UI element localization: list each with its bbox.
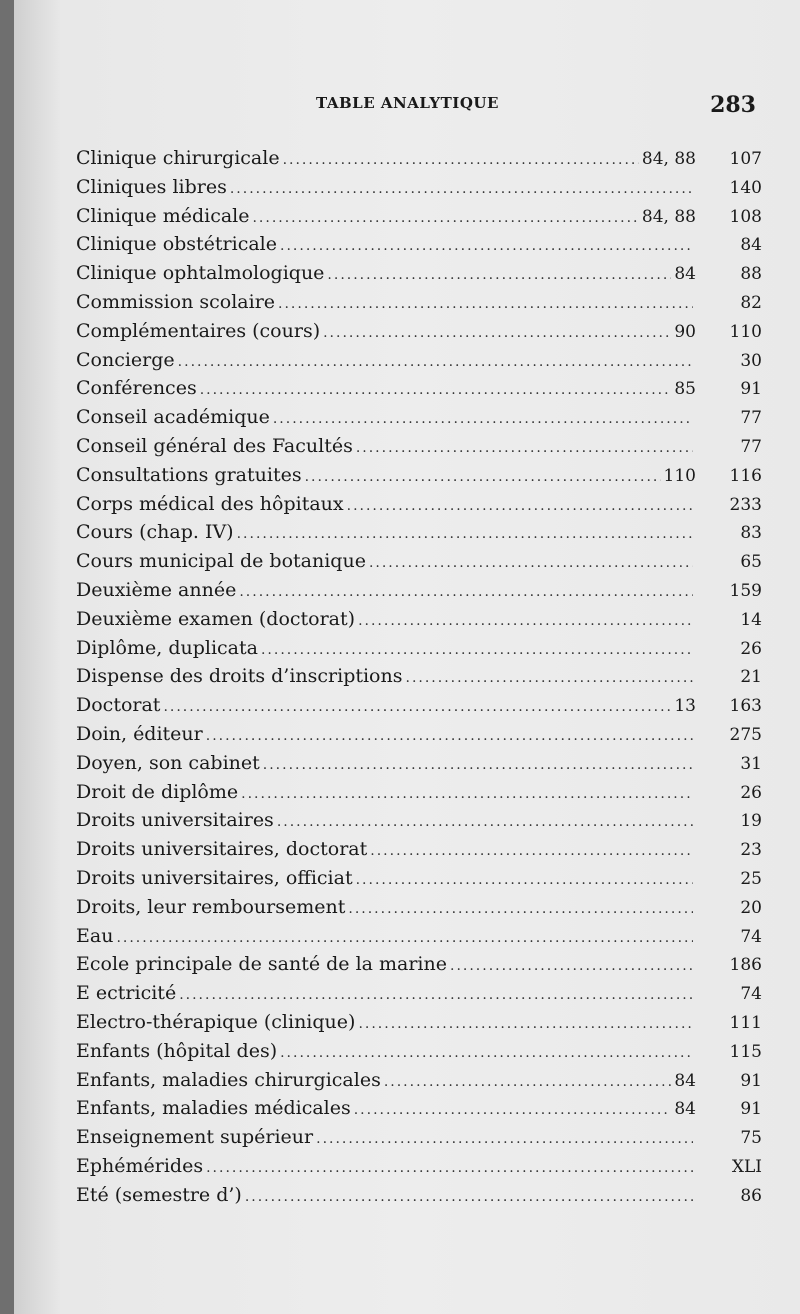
dot-leader bbox=[200, 376, 672, 405]
entry-page-number: 108 bbox=[729, 206, 762, 227]
dot-leader bbox=[278, 290, 693, 319]
entry-page-number: 140 bbox=[729, 177, 762, 198]
entry-label: Eté (semestre d’) bbox=[76, 1183, 242, 1206]
dot-leader bbox=[406, 664, 694, 693]
dot-leader bbox=[241, 780, 693, 809]
entry-page-number: 19 bbox=[740, 811, 762, 832]
entry-label: Droits, leur remboursement bbox=[76, 895, 346, 918]
dot-leader bbox=[239, 578, 693, 607]
entry-label: Deuxième examen (doctorat) bbox=[76, 607, 356, 630]
dot-leader bbox=[283, 146, 639, 175]
entry-label: Clinique médicale bbox=[76, 204, 250, 227]
entry-label: Eau bbox=[76, 924, 114, 947]
entry-label: Ephémérides bbox=[76, 1154, 204, 1177]
entry-page-number: 83 bbox=[740, 523, 762, 544]
entry-label: Cours municipal de botanique bbox=[76, 550, 366, 573]
index-entry bbox=[76, 1181, 762, 1210]
index-entry bbox=[76, 346, 762, 375]
entry-label: Electro-thérapique (clinique) bbox=[76, 1010, 356, 1033]
entry-page-number: 14 bbox=[740, 609, 762, 630]
entry-page-number: 159 bbox=[729, 580, 762, 601]
entry-label: Droits universitaires, doctorat bbox=[76, 838, 368, 861]
dot-leader bbox=[252, 204, 638, 233]
entry-label: Enseignement supérieur bbox=[76, 1126, 314, 1149]
entry-label: Doctorat bbox=[76, 694, 161, 717]
entry-label: E ectricité bbox=[76, 982, 177, 1005]
index-entry bbox=[76, 950, 762, 979]
index-entry bbox=[76, 720, 762, 749]
index-entry bbox=[76, 662, 762, 691]
dot-leader bbox=[237, 520, 693, 549]
index-entry bbox=[76, 922, 762, 951]
index-entry bbox=[76, 317, 762, 346]
dot-leader bbox=[280, 1039, 693, 1068]
running-title: TABLE ANALYTIQUE bbox=[316, 94, 499, 112]
dot-leader bbox=[206, 1154, 693, 1183]
entry-label: Corps médical des hôpitaux bbox=[76, 492, 344, 515]
entry-page-number: 91 bbox=[740, 1070, 762, 1091]
entry-secondary-refs: 84 bbox=[674, 264, 696, 285]
index-entry bbox=[76, 432, 762, 461]
entry-page-number: 163 bbox=[729, 696, 762, 717]
page-header bbox=[14, 92, 800, 122]
entry-label: Conférences bbox=[76, 377, 197, 400]
page-number: 283 bbox=[710, 92, 756, 118]
entry-label: Cliniques libres bbox=[76, 175, 227, 198]
index-entry bbox=[76, 490, 762, 519]
entry-label: Consultations gratuites bbox=[76, 463, 302, 486]
entry-page-number: 82 bbox=[740, 292, 762, 313]
dot-leader bbox=[163, 693, 671, 722]
index-entry bbox=[76, 1066, 762, 1095]
entry-label: Droits universitaires bbox=[76, 809, 274, 832]
entry-page-number: 77 bbox=[740, 436, 762, 457]
index-entry bbox=[76, 1123, 762, 1152]
index-entry bbox=[76, 374, 762, 403]
dot-leader bbox=[280, 232, 693, 261]
entry-page-number: XLI bbox=[731, 1156, 762, 1177]
entry-page-number: 26 bbox=[740, 782, 762, 803]
entry-label: Clinique ophtalmologique bbox=[76, 262, 325, 285]
index-entry bbox=[76, 230, 762, 259]
entry-page-number: 31 bbox=[740, 753, 762, 774]
dot-leader bbox=[348, 895, 693, 924]
dot-leader bbox=[347, 492, 693, 521]
entry-secondary-refs: 84 bbox=[674, 1070, 696, 1091]
dot-leader bbox=[116, 924, 693, 953]
entry-page-number: 110 bbox=[729, 321, 762, 342]
entry-page-number: 25 bbox=[740, 868, 762, 889]
index-entries bbox=[76, 144, 762, 1209]
entry-page-number: 20 bbox=[740, 897, 762, 918]
entry-page-number: 75 bbox=[740, 1128, 762, 1149]
entry-page-number: 86 bbox=[740, 1185, 762, 1206]
index-entry bbox=[76, 864, 762, 893]
dot-leader bbox=[384, 1068, 672, 1097]
entry-page-number: 91 bbox=[740, 1099, 762, 1120]
dot-leader bbox=[358, 607, 693, 636]
entry-secondary-refs: 90 bbox=[674, 321, 696, 342]
entry-secondary-refs: 13 bbox=[674, 696, 696, 717]
index-entry bbox=[76, 1094, 762, 1123]
entry-page-number: 88 bbox=[740, 264, 762, 285]
dot-leader bbox=[358, 1010, 693, 1039]
index-entry bbox=[76, 259, 762, 288]
dot-leader bbox=[230, 175, 693, 204]
dot-leader bbox=[277, 808, 693, 837]
index-entry bbox=[76, 1008, 762, 1037]
entry-page-number: 115 bbox=[729, 1041, 762, 1062]
dot-leader bbox=[178, 348, 693, 377]
index-entry bbox=[76, 547, 762, 576]
entry-secondary-refs: 110 bbox=[663, 465, 696, 486]
dot-leader bbox=[206, 722, 693, 751]
dot-leader bbox=[356, 866, 693, 895]
entry-label: Enfants, maladies médicales bbox=[76, 1097, 351, 1120]
entry-label: Commission scolaire bbox=[76, 290, 276, 313]
index-entry bbox=[76, 403, 762, 432]
entry-secondary-refs: 84 bbox=[674, 1099, 696, 1120]
index-entry bbox=[76, 173, 762, 202]
dot-leader bbox=[450, 952, 693, 981]
entry-page-number: 77 bbox=[740, 408, 762, 429]
entry-label: Conseil général des Facultés bbox=[76, 434, 353, 457]
dot-leader bbox=[245, 1183, 693, 1212]
entry-page-number: 233 bbox=[729, 494, 762, 515]
index-entry bbox=[76, 778, 762, 807]
entry-page-number: 30 bbox=[740, 350, 762, 371]
entry-page-number: 65 bbox=[740, 552, 762, 573]
index-entry bbox=[76, 634, 762, 663]
index-entry bbox=[76, 806, 762, 835]
entry-page-number: 275 bbox=[729, 724, 762, 745]
dot-leader bbox=[369, 549, 693, 578]
index-entry bbox=[76, 288, 762, 317]
entry-label: Clinique chirurgicale bbox=[76, 147, 280, 169]
index-entry bbox=[76, 835, 762, 864]
entry-page-number: 107 bbox=[729, 149, 762, 169]
entry-label: Clinique obstétricale bbox=[76, 233, 278, 256]
index-entry bbox=[76, 202, 762, 231]
entry-label: Conseil académique bbox=[76, 406, 270, 429]
dot-leader bbox=[354, 1096, 672, 1125]
entry-label: Doyen, son cabinet bbox=[76, 751, 260, 774]
entry-page-number: 84 bbox=[740, 235, 762, 256]
dot-leader bbox=[356, 434, 693, 463]
book-page bbox=[14, 0, 800, 1314]
entry-label: Doin, éditeur bbox=[76, 722, 203, 745]
dot-leader bbox=[263, 751, 693, 780]
dot-leader bbox=[323, 319, 671, 348]
entry-label: Deuxième année bbox=[76, 578, 237, 601]
index-entry bbox=[76, 893, 762, 922]
entry-label: Concierge bbox=[76, 348, 175, 371]
index-entry bbox=[76, 691, 762, 720]
entry-page-number: 74 bbox=[740, 926, 762, 947]
index-entry bbox=[76, 1037, 762, 1066]
entry-label: Dispense des droits d’inscriptions bbox=[76, 665, 403, 688]
entry-secondary-refs: 85 bbox=[674, 379, 696, 400]
index-entry bbox=[76, 461, 762, 490]
dot-leader bbox=[179, 981, 693, 1010]
entry-label: Enfants (hôpital des) bbox=[76, 1039, 278, 1062]
entry-label: Enfants, maladies chirurgicales bbox=[76, 1068, 381, 1091]
entry-label: Complémentaires (cours) bbox=[76, 319, 321, 342]
entry-label: Droits universitaires, officiat bbox=[76, 866, 353, 889]
entry-page-number: 111 bbox=[729, 1012, 762, 1033]
index-entry bbox=[76, 605, 762, 634]
entry-secondary-refs: 84, 88 bbox=[641, 206, 696, 227]
index-entry bbox=[76, 518, 762, 547]
entry-page-number: 26 bbox=[740, 638, 762, 659]
entry-label: Ecole principale de santé de la marine bbox=[76, 953, 447, 976]
dot-leader bbox=[370, 837, 693, 866]
index-entry bbox=[76, 979, 762, 1008]
index-entry bbox=[76, 144, 762, 173]
index-entry bbox=[76, 576, 762, 605]
entry-secondary-refs: 84, 88 bbox=[641, 149, 696, 169]
entry-page-number: 91 bbox=[740, 379, 762, 400]
index-entry bbox=[76, 749, 762, 778]
dot-leader bbox=[273, 405, 693, 434]
dot-leader bbox=[316, 1125, 693, 1154]
entry-label: Droit de diplôme bbox=[76, 780, 239, 803]
dot-leader bbox=[327, 261, 671, 290]
entry-page-number: 116 bbox=[729, 465, 762, 486]
dot-leader bbox=[261, 636, 693, 665]
index-entry bbox=[76, 1152, 762, 1181]
dot-leader bbox=[305, 463, 661, 492]
entry-page-number: 23 bbox=[740, 840, 762, 861]
entry-label: Cours (chap. IV) bbox=[76, 521, 234, 544]
entry-page-number: 21 bbox=[740, 667, 762, 688]
entry-page-number: 186 bbox=[729, 955, 762, 976]
entry-label: Diplôme, duplicata bbox=[76, 636, 258, 659]
entry-page-number: 74 bbox=[740, 984, 762, 1005]
